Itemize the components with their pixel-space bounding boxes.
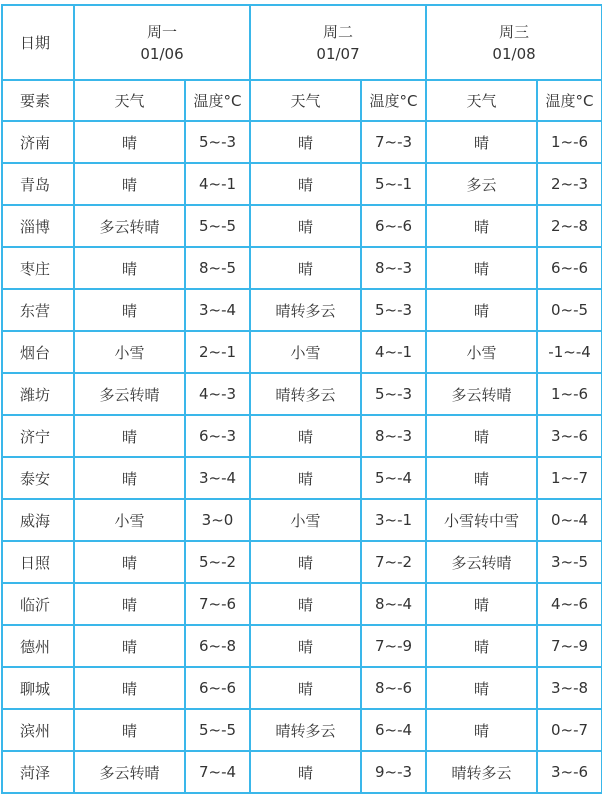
day-2-weekday: 周二 [323, 22, 354, 41]
day-2-weather-cell: 晴 [250, 247, 361, 289]
day-3-temp-cell: -1~-4 [537, 331, 602, 373]
day-2-weather-cell: 晴 [250, 457, 361, 499]
table-row [2, 121, 602, 163]
day-1-weather-cell: 多云转晴 [74, 751, 185, 793]
day-2-temp-cell: 7~-2 [361, 541, 426, 583]
table-row [2, 499, 602, 541]
header-date-row [2, 5, 602, 80]
day-1-temp-cell: 4~-3 [185, 373, 250, 415]
element-label: 要素 [2, 80, 74, 121]
day-1-temp-cell: 3~-4 [185, 289, 250, 331]
day-1-weather-cell: 晴 [74, 247, 185, 289]
table-row [2, 163, 602, 205]
day-3-temp-cell: 7~-9 [537, 625, 602, 667]
day-3-weather-cell: 晴 [426, 247, 537, 289]
day-1-weather-cell: 晴 [74, 457, 185, 499]
day-1-temp-cell: 5~-5 [185, 205, 250, 247]
day-3-weather-cell: 晴 [426, 583, 537, 625]
day-2-weather-cell: 小雪 [250, 331, 361, 373]
day-3-weather-cell: 多云转晴 [426, 373, 537, 415]
city-name: 青岛 [2, 163, 74, 205]
day-1-temp-cell: 3~0 [185, 499, 250, 541]
day-3-weather-cell: 晴 [426, 415, 537, 457]
table-row [2, 457, 602, 499]
table-row [2, 289, 602, 331]
day-1-weather-cell: 晴 [74, 163, 185, 205]
day-3-date: 01/08 [492, 44, 536, 63]
city-name: 滨州 [2, 709, 74, 751]
day-2-temp-cell: 7~-3 [361, 121, 426, 163]
day-3-weather-cell: 晴 [426, 289, 537, 331]
day-3-temp-cell: 1~-6 [537, 373, 602, 415]
day-1-weekday: 周一 [147, 22, 178, 41]
city-name: 日照 [2, 541, 74, 583]
day-1-weather-cell: 晴 [74, 121, 185, 163]
weather-forecast-table [1, 4, 602, 794]
city-name: 泰安 [2, 457, 74, 499]
day-2-weather-header: 天气 [250, 80, 361, 121]
day-1-weather-cell: 小雪 [74, 499, 185, 541]
table-row [2, 541, 602, 583]
day-3-weather-cell: 多云 [426, 163, 537, 205]
day-1-weather-cell: 晴 [74, 667, 185, 709]
day-3-temp-cell: 0~-4 [537, 499, 602, 541]
day-2-weather-cell: 晴 [250, 205, 361, 247]
city-name: 东营 [2, 289, 74, 331]
day-2-weather-cell: 晴 [250, 541, 361, 583]
day-3-temp-cell: 0~-5 [537, 289, 602, 331]
city-name: 烟台 [2, 331, 74, 373]
day-3-weather-cell: 晴 [426, 667, 537, 709]
day-1-temp-cell: 3~-4 [185, 457, 250, 499]
day-2-temp-cell: 4~-1 [361, 331, 426, 373]
city-name: 枣庄 [2, 247, 74, 289]
day-2-weather-cell: 晴 [250, 751, 361, 793]
day-3-weather-cell: 小雪 [426, 331, 537, 373]
day-2-temp-cell: 8~-4 [361, 583, 426, 625]
day-2-temp-cell: 3~-1 [361, 499, 426, 541]
day-2-weather-cell: 晴 [250, 163, 361, 205]
day-3-temp-cell: 2~-3 [537, 163, 602, 205]
day-1-temp-cell: 6~-6 [185, 667, 250, 709]
day-2-weather-cell: 晴 [250, 121, 361, 163]
table-row [2, 625, 602, 667]
day-3-temp-cell: 6~-6 [537, 247, 602, 289]
day-2-weather-cell: 晴转多云 [250, 373, 361, 415]
table-row [2, 415, 602, 457]
day-2-temp-cell: 8~-3 [361, 415, 426, 457]
day-3-temp-cell: 3~-5 [537, 541, 602, 583]
table-row [2, 709, 602, 751]
day-2-date: 01/07 [316, 44, 360, 63]
day-1-temp-cell: 6~-3 [185, 415, 250, 457]
day-1-weather-cell: 晴 [74, 541, 185, 583]
day-2-temp-cell: 5~-3 [361, 373, 426, 415]
day-1-weather-cell: 多云转晴 [74, 205, 185, 247]
day-header-1 [74, 5, 250, 80]
day-1-weather-cell: 晴 [74, 415, 185, 457]
day-1-weather-cell: 晴 [74, 289, 185, 331]
day-2-weather-cell: 晴 [250, 667, 361, 709]
day-header-3 [426, 5, 602, 80]
day-header-2 [250, 5, 426, 80]
day-1-temp-cell: 7~-6 [185, 583, 250, 625]
day-2-temp-cell: 7~-9 [361, 625, 426, 667]
city-name: 淄博 [2, 205, 74, 247]
day-3-temp-cell: 1~-6 [537, 121, 602, 163]
day-1-weather-cell: 多云转晴 [74, 373, 185, 415]
day-2-temp-cell: 5~-1 [361, 163, 426, 205]
day-2-temp-cell: 6~-6 [361, 205, 426, 247]
day-3-temp-cell: 3~-6 [537, 751, 602, 793]
table-row [2, 331, 602, 373]
day-1-temp-cell: 8~-5 [185, 247, 250, 289]
day-3-weather-cell: 多云转晴 [426, 541, 537, 583]
day-2-temp-cell: 5~-4 [361, 457, 426, 499]
day-1-temp-header: 温度°C [185, 80, 250, 121]
date-corner-label: 日期 [2, 5, 74, 80]
day-3-weather-cell: 晴 [426, 457, 537, 499]
day-2-weather-cell: 晴 [250, 583, 361, 625]
day-1-date: 01/06 [140, 44, 184, 63]
day-2-temp-cell: 8~-3 [361, 247, 426, 289]
city-name: 济宁 [2, 415, 74, 457]
day-2-temp-cell: 8~-6 [361, 667, 426, 709]
day-2-temp-header: 温度°C [361, 80, 426, 121]
header-element-row [2, 80, 602, 121]
day-1-temp-cell: 4~-1 [185, 163, 250, 205]
table-row [2, 247, 602, 289]
day-1-temp-cell: 5~-5 [185, 709, 250, 751]
day-3-weather-cell: 晴转多云 [426, 751, 537, 793]
day-3-temp-cell: 4~-6 [537, 583, 602, 625]
day-2-weather-cell: 晴 [250, 625, 361, 667]
day-1-temp-cell: 2~-1 [185, 331, 250, 373]
day-3-temp-cell: 3~-6 [537, 415, 602, 457]
day-2-weather-cell: 小雪 [250, 499, 361, 541]
day-2-weather-cell: 晴 [250, 415, 361, 457]
day-1-temp-cell: 5~-3 [185, 121, 250, 163]
day-1-temp-cell: 6~-8 [185, 625, 250, 667]
city-name: 威海 [2, 499, 74, 541]
table-row [2, 583, 602, 625]
day-3-weather-header: 天气 [426, 80, 537, 121]
day-3-temp-header: 温度°C [537, 80, 602, 121]
day-3-weather-cell: 晴 [426, 121, 537, 163]
table-row [2, 667, 602, 709]
day-1-temp-cell: 5~-2 [185, 541, 250, 583]
day-1-weather-cell: 小雪 [74, 331, 185, 373]
day-2-weather-cell: 晴转多云 [250, 289, 361, 331]
day-1-weather-cell: 晴 [74, 583, 185, 625]
table-row [2, 751, 602, 793]
day-3-weather-cell: 晴 [426, 625, 537, 667]
table-row [2, 205, 602, 247]
city-name: 济南 [2, 121, 74, 163]
day-1-temp-cell: 7~-4 [185, 751, 250, 793]
day-1-weather-cell: 晴 [74, 709, 185, 751]
day-1-weather-cell: 晴 [74, 625, 185, 667]
city-name: 临沂 [2, 583, 74, 625]
day-3-weather-cell: 晴 [426, 709, 537, 751]
table-row [2, 373, 602, 415]
day-3-temp-cell: 1~-7 [537, 457, 602, 499]
city-name: 菏泽 [2, 751, 74, 793]
day-2-temp-cell: 9~-3 [361, 751, 426, 793]
city-name: 德州 [2, 625, 74, 667]
day-2-temp-cell: 6~-4 [361, 709, 426, 751]
day-1-weather-header: 天气 [74, 80, 185, 121]
day-3-temp-cell: 2~-8 [537, 205, 602, 247]
city-name: 聊城 [2, 667, 74, 709]
city-name: 潍坊 [2, 373, 74, 415]
day-3-weekday: 周三 [499, 22, 530, 41]
day-3-temp-cell: 3~-8 [537, 667, 602, 709]
day-3-weather-cell: 小雪转中雪 [426, 499, 537, 541]
day-3-weather-cell: 晴 [426, 205, 537, 247]
day-2-temp-cell: 5~-3 [361, 289, 426, 331]
day-2-weather-cell: 晴转多云 [250, 709, 361, 751]
day-3-temp-cell: 0~-7 [537, 709, 602, 751]
